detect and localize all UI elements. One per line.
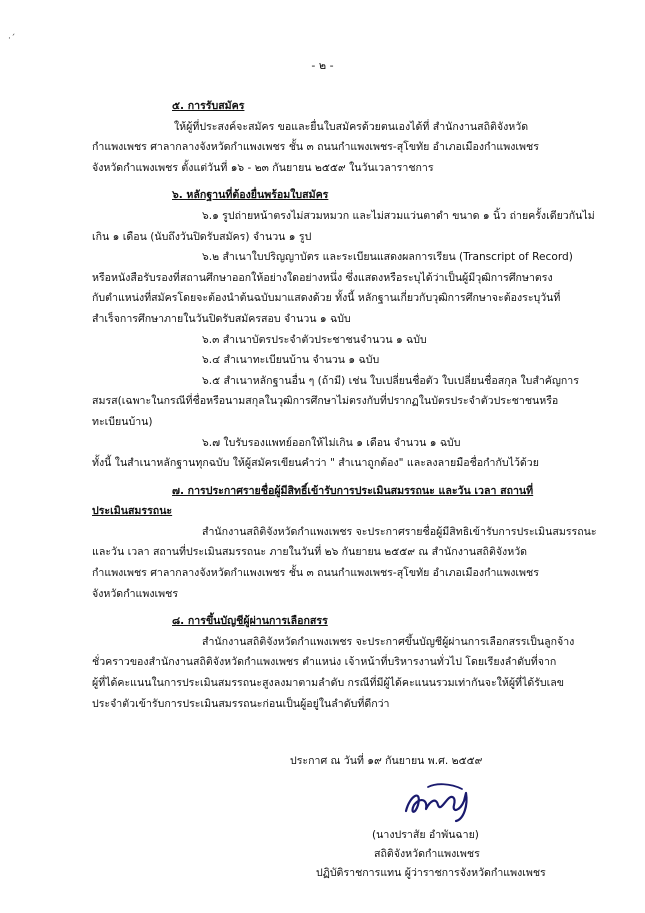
section-6-line: ๖.๓ สำเนาบัตรประจำตัวประชาชนจำนวน ๑ ฉบับ: [202, 333, 427, 346]
section-5-line: กำแพงเพชร ศาลากลางจังหวัดกำแพงเพชร ชั้น ๓ ถนนกำแพงเพชร-สุโขทัย อำเภอเมืองกำแพงเพชร: [92, 141, 539, 154]
section-6-line: ๖.๑ รูปถ่ายหน้าตรงไม่สวมหมวก และไม่สวมแว่นตาดำ ขนาด ๑ นิ้ว ถ่ายครั้งเดียวกันไม่: [202, 209, 595, 222]
section-8-heading: ๘. การขึ้นบัญชีผู้ผ่านการเลือกสรร: [172, 615, 328, 628]
signature-image: [400, 775, 480, 825]
signer-name: (นางปราสัย อำพันฉาย): [372, 829, 479, 841]
section-6-line: ๖.๔ สำเนาทะเบียนบ้าน จำนวน ๑ ฉบับ: [202, 354, 380, 367]
scan-mark: ·ˊ: [8, 34, 16, 44]
announce-date: ประกาศ ณ วันที่ ๑๙ กันยายน พ.ศ. ๒๕๕๙: [290, 755, 483, 767]
section-7-line: และวัน เวลา สถานที่ประเมินสมรรถนะ ภายในวันที่ ๒๖ กันยายน ๒๕๕๙ ณ สำนักงานสถิติจังหวัด: [92, 546, 528, 559]
section-7-line: กำแพงเพชร ศาลากลางจังหวัดกำแพงเพชร ชั้น ๓ ถนนกำแพงเพชร-สุโขทัย อำเภอเมืองกำแพงเพชร: [92, 567, 539, 580]
section-7-line: สำนักงานสถิติจังหวัดกำแพงเพชร จะประกาศรายชื่อผู้มีสิทธิเข้ารับการประเมินสมรรถนะ: [202, 525, 597, 538]
section-5-line: จังหวัดกำแพงเพชร ตั้งแต่วันที่ ๑๖ - ๒๓ กันยายน ๒๕๕๙ ในวันเวลาราชการ: [92, 161, 434, 174]
signer-position: สถิติจังหวัดกำแพงเพชร: [374, 848, 480, 860]
section-6-line: ทะเบียนบ้าน): [92, 415, 153, 428]
section-7-heading: ๗. การประกาศรายชื่อผู้มีสิทธิ์เข้ารับการประเมินสมรรถนะ และวัน เวลา สถานที่: [172, 484, 534, 497]
section-7-heading-cont: ประเมินสมรรถนะ: [92, 505, 173, 518]
section-6-line: กับตำแหน่งที่สมัครโดยจะต้องนำต้นฉบับมาแสดงด้วย ทั้งนี้ หลักฐานเกี่ยวกับวุฒิการศึกษาจะต้องระบุวันที่: [92, 292, 561, 305]
section-6-heading: ๖. หลักฐานที่ต้องยื่นพร้อมใบสมัคร: [172, 189, 329, 202]
section-5-heading: ๕. การรับสมัคร: [172, 100, 245, 112]
section-6-line: ๖.๗ ใบรับรองแพทย์ออกให้ไม่เกิน ๑ เดือน จำนวน ๑ ฉบับ: [202, 436, 461, 449]
section-8-line: สำนักงานสถิติจังหวัดกำแพงเพชร จะประกาศขึ้นบัญชีผู้ผ่านการเลือกสรรเป็นลูกจ้าง: [202, 635, 575, 648]
document-body: [92, 96, 597, 714]
section-8-line: ผู้ที่ได้คะแนนในการประเมินสมรรถนะสูงลงมาตามลำดับ กรณีที่มีผู้ได้คะแนนรวมเท่ากันจะให้ผู้ที่ได้รับเลข: [92, 677, 564, 690]
section-6-line: สมรส(เฉพาะในกรณีที่ชื่อหรือนามสกุลในวุฒิการศึกษาไม่ตรงกับที่ปรากฏในบัตรประจำตัวประชาชนหรือ: [92, 395, 559, 408]
section-8-line: ประจำตัวเข้ารับการประเมินสมรรถนะก่อนเป็นผู้อยู่ในลำดับที่ดีกว่า: [92, 697, 390, 710]
section-5-line: ให้ผู้ที่ประสงค์จะสมัคร ขอและยื่นใบสมัครด้วยตนเองได้ที่ สำนักงานสถิติจังหวัด: [174, 120, 529, 133]
signer-acting: ปฏิบัติราชการแทน ผู้ว่าราชการจังหวัดกำแพงเพชร: [316, 867, 546, 879]
section-6-line: เกิน ๑ เดือน (นับถึงวันปิดรับสมัคร) จำนวน ๑ รูป: [92, 230, 312, 243]
section-6-line: ๖.๕ สำเนาหลักฐานอื่น ๆ (ถ้ามี) เช่น ใบเปลี่ยนชื่อตัว ใบเปลี่ยนชื่อสกุล ใบสำคัญการ: [202, 374, 579, 387]
section-6-line: หรือหนังสือรับรองที่สถานศึกษาออกให้อย่างใดอย่างหนึ่ง ซึ่งแสดงหรือระบุได้ว่าเป็นผู้มีวุฒิการศึกษาตรง: [92, 271, 553, 284]
section-6-line: ทั้งนี้ ในสำเนาหลักฐานทุกฉบับ ให้ผู้สมัครเขียนคำว่า " สำเนาถูกต้อง" และลงลายมือชื่อกำกับไว้ด้วย: [92, 457, 539, 470]
section-7-line: จังหวัดกำแพงเพชร: [92, 587, 179, 600]
section-8-line: ชั่วคราวของสำนักงานสถิติจังหวัดกำแพงเพชร ตำแหน่ง เจ้าหน้าที่บริหารงานทั่วไป โดยเรียงลำดับที่จาก: [92, 656, 557, 669]
section-6-line: ๖.๒ สำเนาใบปริญญาบัตร และระเบียนแสดงผลการเรียน (Transcript of Record): [202, 251, 573, 264]
section-6-line: สำเร็จการศึกษาภายในวันปิดรับสมัครสอบ จำนวน ๑ ฉบับ: [92, 312, 351, 325]
page-number: - ๒ -: [311, 59, 334, 72]
